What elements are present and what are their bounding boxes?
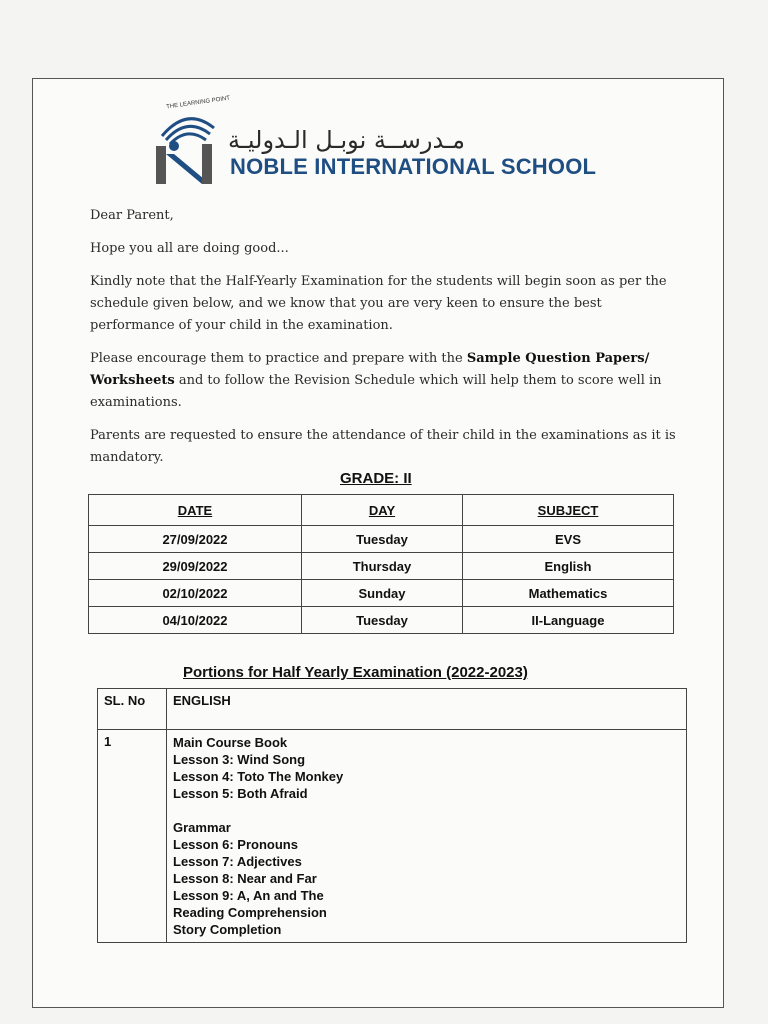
cell-sl-no: 1: [98, 730, 167, 943]
cell-portions: [167, 730, 687, 943]
table-row: [98, 730, 687, 943]
header-english: ENGLISH: [167, 689, 687, 730]
list-item: Lesson 9: A, An and The: [173, 888, 324, 903]
portions-title: Portions for Half Yearly Examination (2022-2023): [183, 664, 528, 681]
header-day: DAY: [302, 495, 463, 526]
list-item: Lesson 4: Toto The Monkey: [173, 769, 344, 784]
letter-body: [90, 205, 680, 480]
cell-subject: Mathematics: [463, 580, 674, 607]
paragraph-encourage: [90, 348, 680, 414]
header-sl-no: SL. No: [98, 689, 167, 730]
list-item: Lesson 7: Adjectives: [173, 854, 302, 869]
table-header-row: [89, 495, 674, 526]
exam-schedule-table: [88, 494, 674, 634]
greeting: Hope you all are doing good...: [90, 241, 289, 256]
list-item: Lesson 8: Near and Far: [173, 871, 317, 886]
cell-day: Thursday: [302, 553, 463, 580]
school-name-english: NOBLE INTERNATIONAL SCHOOL: [230, 154, 597, 179]
header-subject: SUBJECT: [463, 495, 674, 526]
cell-day: Sunday: [302, 580, 463, 607]
salutation: Dear Parent,: [90, 208, 174, 223]
cell-date: 02/10/2022: [89, 580, 302, 607]
school-emblem-icon: [152, 106, 222, 186]
list-item: Story Completion: [173, 922, 282, 937]
table-row: [89, 607, 674, 634]
cell-day: Tuesday: [302, 607, 463, 634]
cell-date: 29/09/2022: [89, 553, 302, 580]
paragraph-encourage-text-end: and to follow the Revision Schedule which will help them to score well in examinations.: [90, 373, 662, 410]
table-row: [89, 580, 674, 607]
paragraph-attendance: Parents are requested to ensure the attendance of their child in the examinations as it is mandatory.: [90, 428, 676, 465]
cell-date: 04/10/2022: [89, 607, 302, 634]
list-item: Lesson 6: Pronouns: [173, 837, 298, 852]
table-header-row: [98, 689, 687, 730]
header-date: DATE: [89, 495, 302, 526]
cell-date: 27/09/2022: [89, 526, 302, 553]
paragraph-exam-notice: Kindly note that the Half-Yearly Examination for the students will begin soon as per the schedule given below, and we know that you are very keen to ensure the best performance of your child in the examination.: [90, 274, 667, 333]
table-row: [89, 526, 674, 553]
school-logo: [152, 95, 622, 190]
school-name-arabic: مـدرســة نوبـل الـدوليـة: [228, 126, 465, 154]
table-row: [89, 553, 674, 580]
spacer: [173, 802, 680, 819]
schedule-title: GRADE: II: [340, 470, 412, 487]
list-item: Grammar: [173, 820, 231, 835]
list-item: Lesson 5: Both Afraid: [173, 786, 308, 801]
paragraph-encourage-text: Please encourage them to practice and prepare with the: [90, 351, 467, 366]
cell-day: Tuesday: [302, 526, 463, 553]
list-item: Reading Comprehension: [173, 905, 327, 920]
cell-subject: English: [463, 553, 674, 580]
cell-subject: EVS: [463, 526, 674, 553]
list-item: Lesson 3: Wind Song: [173, 752, 306, 767]
sample-papers-emphasis: Sample Question Papers/ Worksheets: [90, 351, 650, 388]
portions-table: [97, 688, 687, 943]
school-tagline: THE LEARNING POINT: [165, 95, 231, 111]
cell-subject: II-Language: [463, 607, 674, 634]
list-item: Main Course Book: [173, 735, 288, 750]
